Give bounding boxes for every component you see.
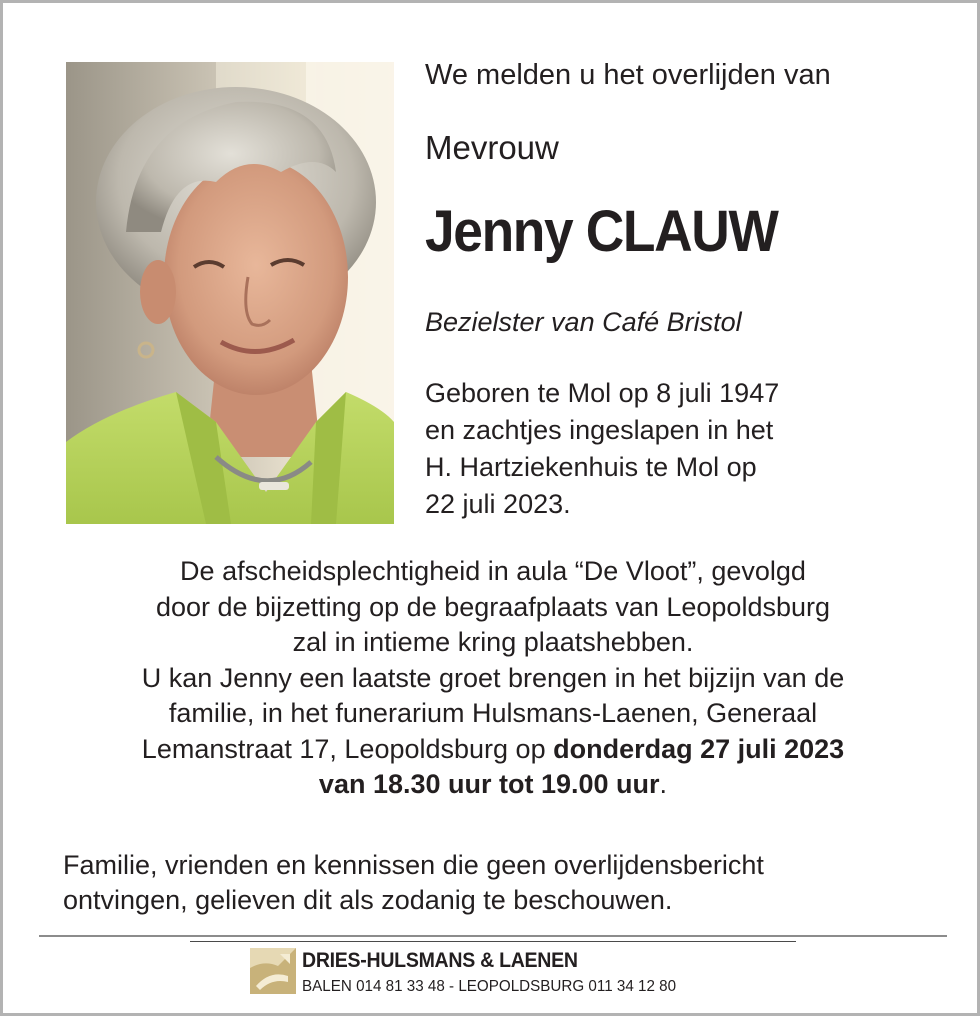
ceremony-address: Lemanstraat 17, Leopoldsburg op (141, 733, 554, 764)
deceased-subtitle: Bezielster van Café Bristol (425, 307, 742, 337)
ceremony-details (23, 554, 963, 803)
bio-line: 22 juli 2023. (425, 489, 571, 519)
deceased-name: Jenny CLAUW (425, 199, 778, 264)
ceremony-line (23, 767, 963, 803)
notice-line: Familie, vrienden en kennissen die geen overlijdensbericht (63, 850, 764, 880)
notice-line: ontvingen, gelieven dit als zodanig te beschouwen. (63, 885, 673, 915)
honorific: Mevrouw (425, 129, 559, 166)
bio-line: Geboren te Mol op 8 juli 1947 (425, 378, 780, 408)
divider (39, 935, 947, 937)
funeral-home-name: DRIES-HULSMANS & LAENEN (302, 949, 578, 972)
ceremony-period: . (659, 769, 668, 799)
bio-line: en zachtjes ingeslapen in het (425, 415, 774, 445)
ceremony-line: zal in intieme kring plaatshebben. (292, 627, 694, 657)
bio-line: H. Hartziekenhuis te Mol op (425, 452, 757, 482)
ceremony-line: door de bijzetting op de begraafplaats van Leopoldsburg (156, 591, 830, 622)
ceremony-line: U kan Jenny een laatste groet brengen in het bijzijn van de (141, 662, 845, 693)
funeral-home-logo-icon (250, 948, 296, 999)
ceremony-line: familie, in het funerarium Hulsmans-Laenen, Generaal (168, 698, 818, 728)
funeral-home-contact: BALEN 014 81 33 48 - LEOPOLDSBURG 011 34 12 80 (302, 978, 677, 995)
visitation-time: van 18.30 uur tot 19.00 uur (318, 769, 660, 799)
portrait-photo (66, 62, 394, 524)
visitation-date: donderdag 27 juli 2023 (553, 733, 845, 764)
biography (425, 375, 779, 523)
intro-text: We melden u het overlijden van (425, 59, 831, 91)
ceremony-line: De afscheidsplechtigheid in aula “De Vloot”, gevolgd (180, 556, 806, 586)
ceremony-line (23, 732, 963, 768)
family-notice (63, 848, 764, 918)
divider (190, 941, 796, 942)
